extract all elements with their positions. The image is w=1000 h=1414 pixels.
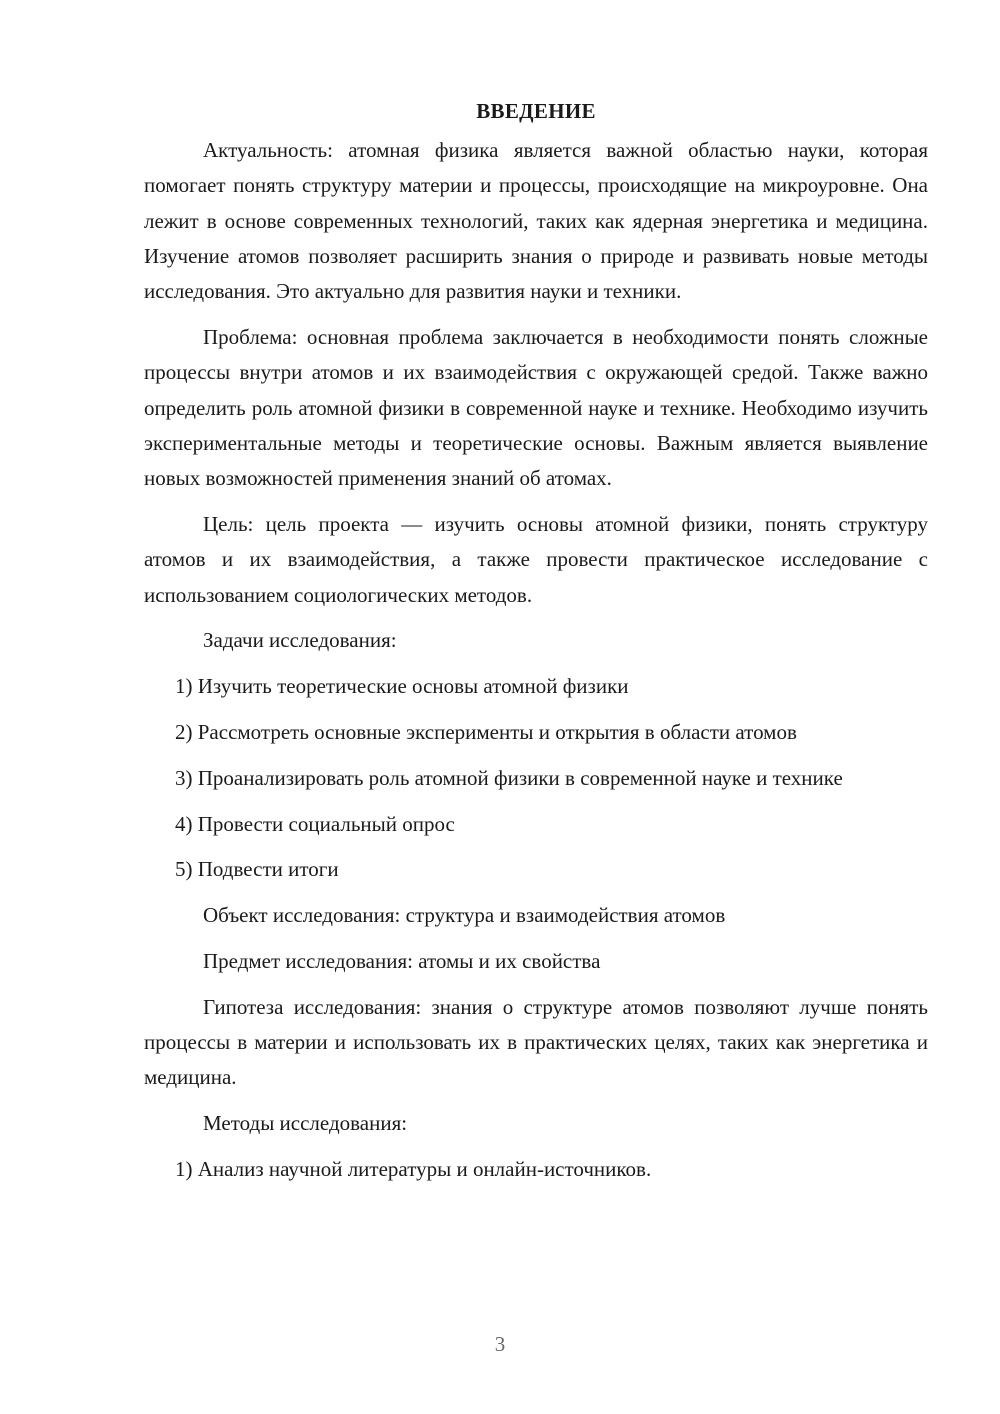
goal-paragraph: Цель: цель проекта — изучить основы атомной физики, понять структуру атомов и их взаимодействия, а также провести практическое исследование с использованием социологических методов.	[144, 511, 928, 607]
section-title: ВВЕДЕНИЕ	[476, 99, 596, 123]
hypothesis-paragraph: Гипотеза исследования: знания о структуре атомов позволяют лучше понять процессы в материи и использовать их в практических целях, таких как энергетика и медицина.	[144, 994, 928, 1090]
task-item: 1) Изучить теоретические основы атомной физики	[175, 674, 629, 699]
methods-heading: Методы исследования:	[203, 1111, 408, 1136]
page-number: 3	[494, 1332, 506, 1356]
task-item: 3) Проанализировать роль атомной физики в современной науке и технике	[175, 765, 843, 790]
task-item: 2) Рассмотреть основные эксперименты и открытия в области атомов	[175, 719, 797, 744]
research-object: Объект исследования: структура и взаимодействия атомов	[203, 903, 726, 928]
tasks-heading: Задачи исследования:	[203, 628, 397, 653]
research-subject: Предмет исследования: атомы и их свойства	[203, 948, 601, 973]
task-item: 5) Подвести итоги	[175, 857, 339, 882]
method-item: 1) Анализ научной литературы и онлайн-источников.	[175, 1156, 652, 1181]
document-page	[144, 94, 928, 1198]
task-item: 4) Провести социальный опрос	[175, 811, 455, 836]
problem-paragraph: Проблема: основная проблема заключается в необходимости понять сложные процессы внутри атомов и их взаимодействия с окружающей средой. Также важно определить роль атомной физики в современной науке и технике. Необходимо изучить экспериментальные методы и теоретические основы. Важным является выявление новых возможностей применения знаний об атомах.	[144, 324, 928, 491]
relevance-paragraph: Актуальность: атомная физика является важной областью науки, которая помогает понять структуру материи и процессы, происходящие на микроуровне. Она лежит в основе современных технологий, таких как ядерная энергетика и медицина. Изучение атомов позволяет расширить знания о природе и развивать новые методы исследования. Это актуально для развития науки и техники.	[144, 138, 928, 304]
